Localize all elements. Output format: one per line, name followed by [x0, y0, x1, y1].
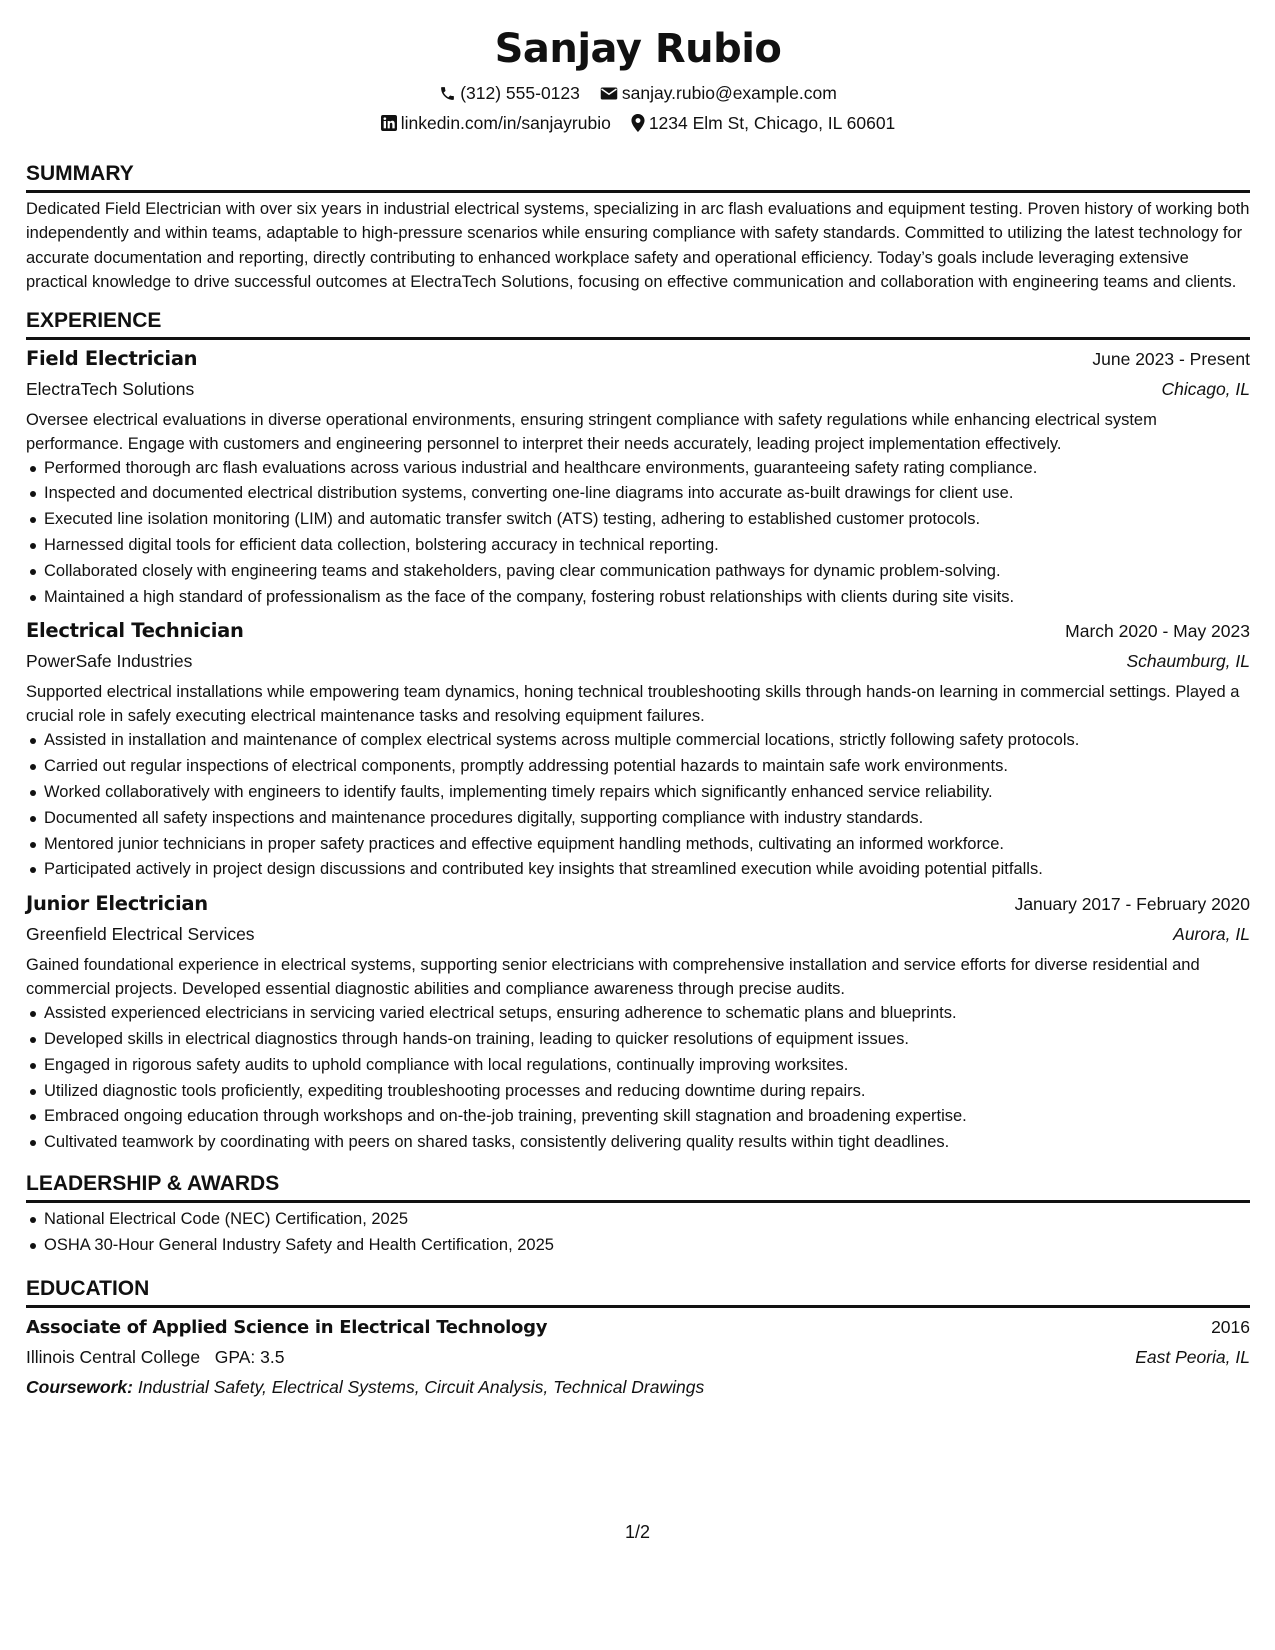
job-description: Gained foundational experience in electrical systems, supporting senior electricians with comprehensive installation and service efforts for diverse residential and commercial projects. Developed essential diagnostic abilities and compliance awareness through precise audits. — [26, 956, 1200, 999]
summary-section — [26, 160, 1250, 295]
resume-page — [26, 0, 1250, 1402]
job-title: Field Electrician — [26, 346, 198, 370]
job-dates: June 2023 - Present — [1092, 348, 1250, 369]
section-title-summary: SUMMARY — [26, 160, 1250, 193]
education-header — [26, 1312, 1250, 1342]
job-header — [26, 616, 1250, 646]
page-number: 1/2 — [624, 1522, 651, 1542]
list-item: OSHA 30-Hour General Industry Safety and Health Certification, 2025 — [26, 1233, 1250, 1259]
job-company: ElectraTech Solutions — [26, 378, 195, 399]
job-company: PowerSafe Industries — [26, 651, 193, 672]
school-name: Illinois Central College — [26, 1346, 201, 1367]
list-item: Utilized diagnostic tools proficiently, expediting troubleshooting processes and reducing downtime during repairs. — [26, 1079, 1250, 1105]
job-title: Electrical Technician — [26, 619, 244, 643]
job-company: Greenfield Electrical Services — [26, 924, 255, 945]
linkedin-url[interactable]: linkedin.com/in/sanjayrubio — [400, 113, 611, 133]
contact-phone — [439, 78, 580, 108]
school-location: East Peoria, IL — [1135, 1346, 1250, 1367]
list-item: Worked collaboratively with engineers to identify faults, implementing timely repairs which significantly enhanced service reliability. — [26, 780, 1250, 806]
envelope-icon — [600, 86, 618, 101]
job-description: Oversee electrical evaluations in diverse operational environments, ensuring stringent compliance with safety regulations while enhancing electrical system performance. Engage with customers and engineering personnel to interpret their needs accurately, leading project implementation effectively. — [26, 410, 1157, 453]
section-title-experience: EXPERIENCE — [26, 307, 1250, 340]
job-subheader — [26, 374, 1250, 404]
contact-row-1 — [26, 78, 1250, 108]
list-item: Harnessed digital tools for efficient data collection, bolstering accuracy in technical reporting. — [26, 533, 1250, 559]
list-item: Carried out regular inspections of electrical components, promptly addressing potential hazards to maintain safe work environments. — [26, 754, 1250, 780]
list-item: Executed line isolation monitoring (LIM) and automatic transfer switch (ATS) testing, adhering to established customer protocols. — [26, 507, 1250, 533]
list-item: Developed skills in electrical diagnostics through hands-on training, leading to quicker resolutions of equipment issues. — [26, 1027, 1250, 1053]
job-title: Junior Electrician — [26, 892, 208, 916]
list-item: Participated actively in project design discussions and contributed key insights that streamlined execution while avoiding potential pitfalls. — [26, 857, 1250, 883]
phone-icon — [439, 85, 456, 102]
experience-section — [26, 307, 1250, 1156]
map-marker-icon — [631, 114, 645, 132]
coursework — [26, 1372, 1250, 1402]
list-item: Maintained a high standard of professionalism as the face of the company, fostering robust relationships with clients during site visits. — [26, 585, 1250, 611]
job-bullets — [26, 456, 1250, 611]
contact-address — [631, 108, 895, 138]
job-location: Chicago, IL — [1161, 378, 1250, 399]
list-item: National Electrical Code (NEC) Certification, 2025 — [26, 1207, 1250, 1233]
job-header — [26, 889, 1250, 919]
summary-text: Dedicated Field Electrician with over six years in industrial electrical systems, specializing in arc flash evaluations and equipment testing. Proven history of working both independently and within teams, adaptable to high-pressure scenarios while ensuring compliance with safety standards. Committed to utilizing the latest technology for accurate documentation and reporting, directly contributing to enhanced workplace safety and operational efficiency. Today’s goals include leveraging extensive practical knowledge to drive successful outcomes at ElectraTech Solutions, focusing on effective communication and collaboration with engineering teams and clients. — [26, 200, 1250, 292]
job-header — [26, 344, 1250, 374]
job-location: Aurora, IL — [1173, 924, 1250, 945]
list-item: Assisted in installation and maintenance of complex electrical systems across multiple commercial locations, strictly following safety protocols. — [26, 728, 1250, 754]
job-bullets — [26, 728, 1250, 883]
job-dates: January 2017 - February 2020 — [1014, 894, 1250, 915]
list-item: Documented all safety inspections and maintenance procedures digitally, supporting compliance with industry standards. — [26, 806, 1250, 832]
education-subheader — [26, 1342, 1250, 1372]
job-description: Supported electrical installations while empowering team dynamics, honing technical troubleshooting skills through hands-on learning in commercial settings. Played a crucial role in safely executing electrical maintenance tasks and resolving equipment failures. — [26, 683, 1240, 726]
degree-title: Associate of Applied Science in Electrical Technology — [26, 1316, 548, 1338]
job-subheader — [26, 646, 1250, 676]
list-item: Cultivated teamwork by coordinating with peers on shared tasks, consistently delivering quality results within tight deadlines. — [26, 1130, 1250, 1156]
job-dates: March 2020 - May 2023 — [1065, 621, 1250, 642]
section-title-education: EDUCATION — [26, 1275, 1250, 1308]
list-item: Embraced ongoing education through workshops and on-the-job training, preventing skill stagnation and broadening expertise. — [26, 1104, 1250, 1130]
list-item: Mentored junior technicians in proper safety practices and effective equipment handling methods, cultivating an informed workforce. — [26, 832, 1250, 858]
coursework-label: Coursework: — [26, 1376, 133, 1397]
job-location: Schaumburg, IL — [1126, 651, 1250, 672]
street-address: 1234 Elm St, Chicago, IL 60601 — [648, 113, 896, 133]
list-item: Inspected and documented electrical distribution systems, converting one-line diagrams into accurate as-built drawings for client use. — [26, 481, 1250, 507]
coursework-list: Industrial Safety, Electrical Systems, Circuit Analysis, Technical Drawings — [137, 1376, 705, 1397]
graduation-year: 2016 — [1211, 1316, 1250, 1337]
section-title-leadership: LEADERSHIP & AWARDS — [26, 1170, 1250, 1203]
leadership-section — [26, 1170, 1250, 1259]
phone-number: (312) 555-0123 — [460, 83, 580, 103]
contact-linkedin[interactable] — [381, 108, 611, 138]
job-entry — [26, 616, 1250, 883]
linkedin-icon — [381, 115, 397, 131]
gpa: GPA: 3.5 — [214, 1346, 285, 1367]
education-section — [26, 1275, 1250, 1402]
list-item: Assisted experienced electricians in servicing varied electrical setups, ensuring adherence to schematic plans and blueprints. — [26, 1001, 1250, 1027]
list-item: Collaborated closely with engineering teams and stakeholders, paving clear communication pathways for dynamic problem-solving. — [26, 559, 1250, 585]
school-info — [26, 1342, 284, 1372]
candidate-name: Sanjay Rubio — [494, 26, 782, 72]
list-item: Engaged in rigorous safety audits to uphold compliance with local regulations, continually improving worksites. — [26, 1053, 1250, 1079]
job-bullets — [26, 1001, 1250, 1156]
job-entry — [26, 344, 1250, 611]
awards-list — [26, 1207, 1250, 1259]
job-entry — [26, 889, 1250, 1156]
email-address[interactable]: sanjay.rubio@example.com — [621, 83, 837, 103]
contact-email[interactable] — [600, 78, 837, 108]
contact-row-2 — [26, 108, 1250, 138]
list-item: Performed thorough arc flash evaluations across various industrial and healthcare environments, guaranteeing safety rating compliance. — [26, 456, 1250, 482]
job-subheader — [26, 919, 1250, 949]
